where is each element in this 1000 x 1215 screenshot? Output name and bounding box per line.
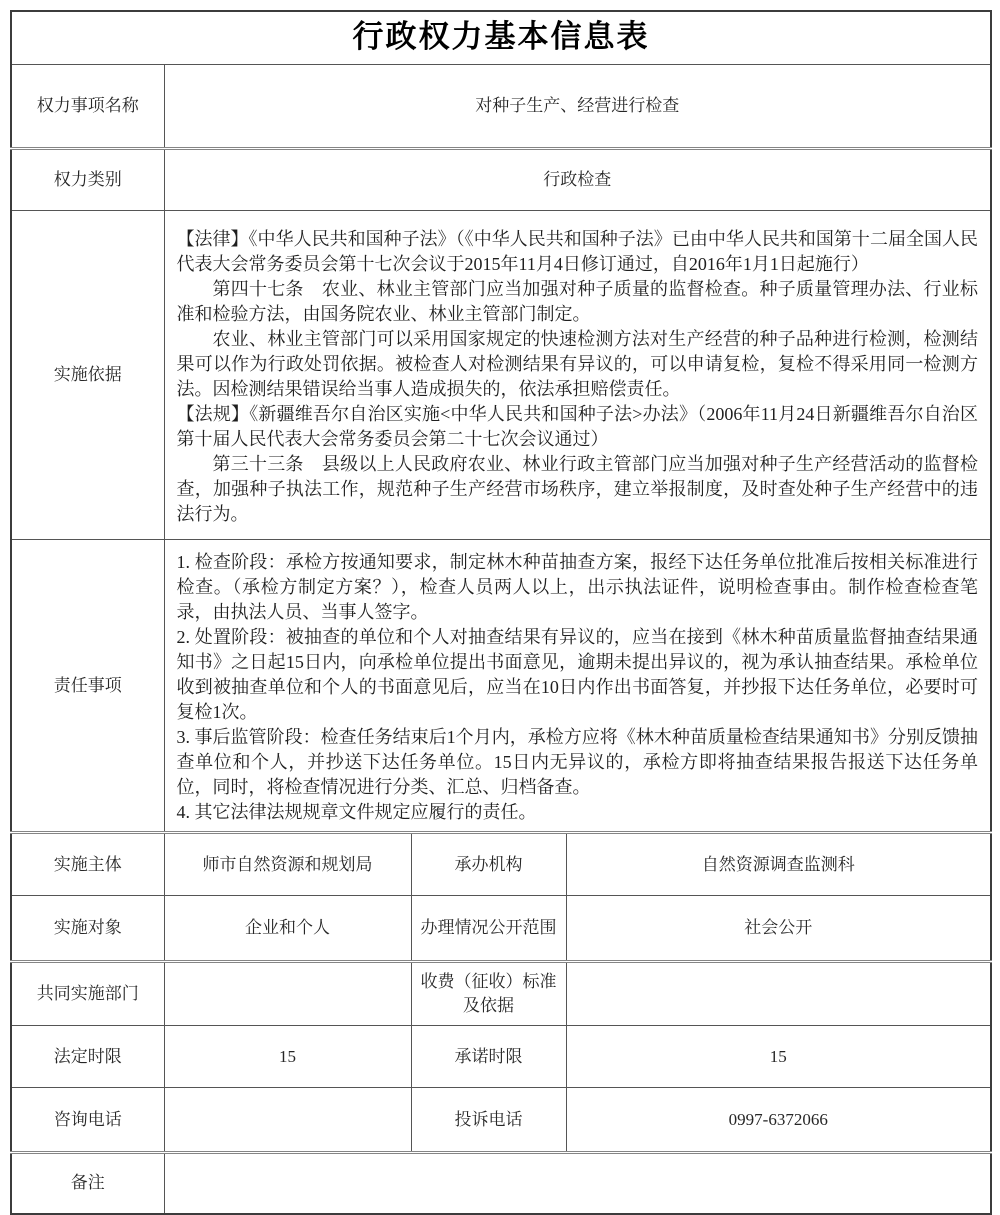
paragraph: 【法律】《中华人民共和国种子法》（《中华人民共和国种子法》已由中华人民共和国第十二届全国人民代表大会常务委员会第十七次会议于2015年11月4日修订通过，自2016年1月1日起施行） [176,229,978,274]
cell-complaint-phone-value: 0997-6372066 [566,1088,991,1153]
admin-power-info-table [10,10,992,1215]
title-cell [11,11,991,65]
row-label-statutory-limit: 法定时限 [11,1026,164,1088]
paragraph: 第三十三条 县级以上人民政府农业、林业行政主管部门应当加强对种子生产经营活动的监督检查，加强种子执法工作，规范种子生产经营市场秩序，建立举报制度，及时查处种子生产经营中的违法行为。 [176,454,978,524]
row-label-target: 实施对象 [11,896,164,962]
row-label-complaint-phone: 投诉电话 [411,1088,566,1153]
row-label-item-name: 权力事项名称 [11,65,164,149]
cell-remark-value [164,1153,991,1214]
cell-inquiry-phone-value [164,1088,411,1153]
cell-legal-basis-text [164,211,991,540]
paragraph: 3. 事后监管阶段：检查任务结束后1个月内，承检方应将《林木种苗质量检查结果通知书》分别反馈抽查单位和个人，并抄送下达任务单位。15日内无异议的，承检方即将抽查结果报告报送下达任务单位，同时，将检查情况进行分类、汇总、归档备查。 [176,727,978,797]
cell-implementer-value: 师市自然资源和规划局 [164,833,411,896]
row-label-duties: 责任事项 [11,540,164,833]
row-label-promised-limit: 承诺时限 [411,1026,566,1088]
paragraph: 2. 处置阶段：被抽查的单位和个人对抽查结果有异议的，应当在接到《林木种苗质量监督抽查结果通知书》之日起15日内，向承检单位提出书面意见，逾期未提出异议的，视为承认抽查结果。承检单位收到被抽查单位和个人的书面意见后，应当在10日内作出书面答复，并抄报下达任务单位，必要时可复检1次。 [176,627,978,722]
cell-disclosure-scope-value: 社会公开 [566,896,991,962]
cell-category-value: 行政检查 [164,149,991,211]
cell-joint-departments-value [164,962,411,1026]
cell-item-name-value: 对种子生产、经营进行检查 [164,65,991,149]
paragraph: 农业、林业主管部门可以采用国家规定的快速检测方法对生产经营的种子品种进行检测，检测结果可以作为行政处罚依据。被检查人对检测结果有异议的，可以申请复检，复检不得采用同一检测方法。因检测结果错误给当事人造成损失的，依法承担赔偿责任。 [176,329,978,399]
paragraph: 4. 其它法律法规规章文件规定应履行的责任。 [176,802,537,822]
paragraph: 【法规】《新疆维吾尔自治区实施<中华人民共和国种子法>办法》（2006年11月24日新疆维吾尔自治区第十届人民代表大会常务委员会第二十七次会议通过） [176,404,978,449]
row-label-legal-basis: 实施依据 [11,211,164,540]
page-title: 行政权力基本信息表 [352,19,650,54]
cell-handling-org-value: 自然资源调查监测科 [566,833,991,896]
cell-promised-limit-value: 15 [566,1026,991,1088]
row-label-fee-standard: 收费（征收）标准及依据 [411,962,566,1026]
row-label-implementer: 实施主体 [11,833,164,896]
row-label-inquiry-phone: 咨询电话 [11,1088,164,1153]
row-label-joint-departments: 共同实施部门 [11,962,164,1026]
row-label-handling-org: 承办机构 [411,833,566,896]
row-label-disclosure-scope: 办理情况公开范围 [411,896,566,962]
row-label-remark: 备注 [11,1153,164,1214]
paragraph: 1. 检查阶段：承检方按通知要求，制定林木种苗抽查方案，报经下达任务单位批准后按相关标准进行检查。（承检方制定方案？），检查人员两人以上，出示执法证件，说明检查事由。制作检查检查笔录，由执法人员、当事人签字。 [176,552,978,622]
paragraph: 第四十七条 农业、林业主管部门应当加强对种子质量的监督检查。种子质量管理办法、行业标准和检验方法，由国务院农业、林业主管部门制定。 [176,279,978,324]
cell-statutory-limit-value: 15 [164,1026,411,1088]
cell-target-value: 企业和个人 [164,896,411,962]
row-label-category: 权力类别 [11,149,164,211]
cell-duties-text [164,540,991,833]
cell-fee-standard-value [566,962,991,1026]
